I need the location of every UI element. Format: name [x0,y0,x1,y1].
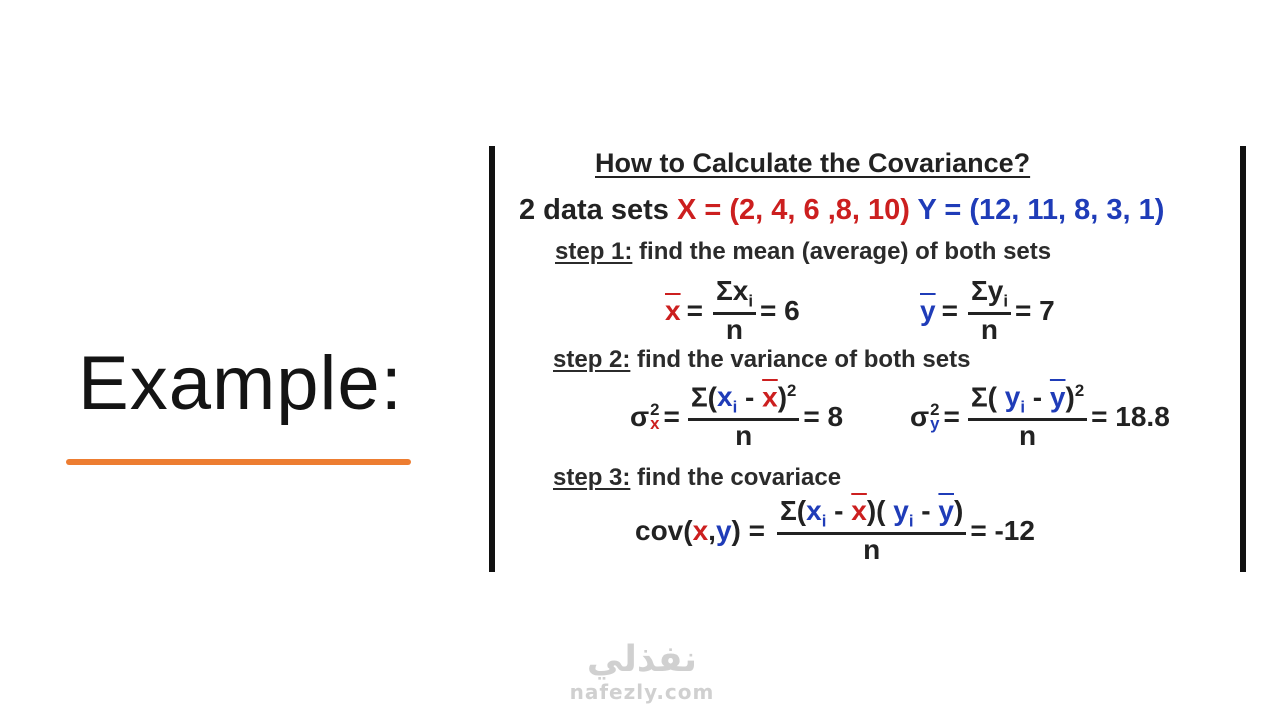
variance-y-formula: σ 2 y = $\frac{\Sigma( y_i - \overline{y})^2}{n}$ = 18.8 [910,381,1170,452]
x-bar-symbol: $\overline{x}$ [665,294,681,326]
step1-heading [555,238,1051,266]
datasets-line [519,194,1164,227]
covariance-formula: cov( x , y ) = $\frac{\Sigma(x_i - \overline{x})( y_i - \overline{y})}{n}$ = -12 [635,495,1035,566]
mean-x-result: = 6 [759,294,800,326]
watermark-latin: nafezly.com [569,680,715,704]
covariance-result: = -12 [970,514,1035,546]
step2-text: find the variance of both sets [637,346,971,373]
variance-x-formula: σ 2 x = $\frac{\Sigma(x_i - \overline{x})^2}{n}$ = 8 [630,381,844,452]
dataset-y: Y = (12, 11, 8, 3, 1) [917,194,1165,226]
mean-y-result: = 7 [1014,294,1055,326]
slide-title: Example: [78,341,403,426]
variance-y-result: = 18.8 [1091,401,1170,433]
variance-y-fraction: $\frac{\Sigma( y_i - \overline{y})^2}{n}$ [968,382,1087,452]
title-underline [66,459,411,465]
step1-text: find the mean (average) of both sets [639,238,1052,265]
step2-heading [553,346,970,374]
image-title: How to Calculate the Covariance? [595,148,1031,178]
dataset-x: X = (2, 4, 6 ,8, 10) [676,194,910,226]
watermark [562,640,722,704]
y-bar-symbol: $\overline{y}$ [920,294,936,326]
mean-x-fraction: $\frac{\Sigma x_i}{n}$ [713,276,756,346]
variance-x-result: = 8 [803,401,844,433]
step3-heading [553,464,841,492]
watermark-arabic: نفذلي [586,639,698,680]
mean-y-formula: $\overline{y}$ = $\frac{\Sigma y_i}{n}$ = 7 [920,275,1055,346]
variance-x-fraction: $\frac{\Sigma(x_i - \overline{x})^2}{n}$ [688,382,800,452]
step1-label: step 1: [555,238,633,265]
mean-x-formula: $\overline{x}$ = $\frac{\Sigma x_i}{n}$ = 6 [665,275,800,346]
datasets-prefix: 2 data sets [519,194,669,226]
covariance-image [489,146,1246,572]
step2-label: step 2: [553,346,631,373]
covariance-fraction: $\frac{\Sigma(x_i - \overline{x})( y_i - \overline{y})}{n}$ [777,496,966,566]
step3-label: step 3: [553,464,631,491]
mean-y-fraction: $\frac{\Sigma y_i}{n}$ [968,276,1011,346]
step3-text: find the covariace [637,464,842,491]
